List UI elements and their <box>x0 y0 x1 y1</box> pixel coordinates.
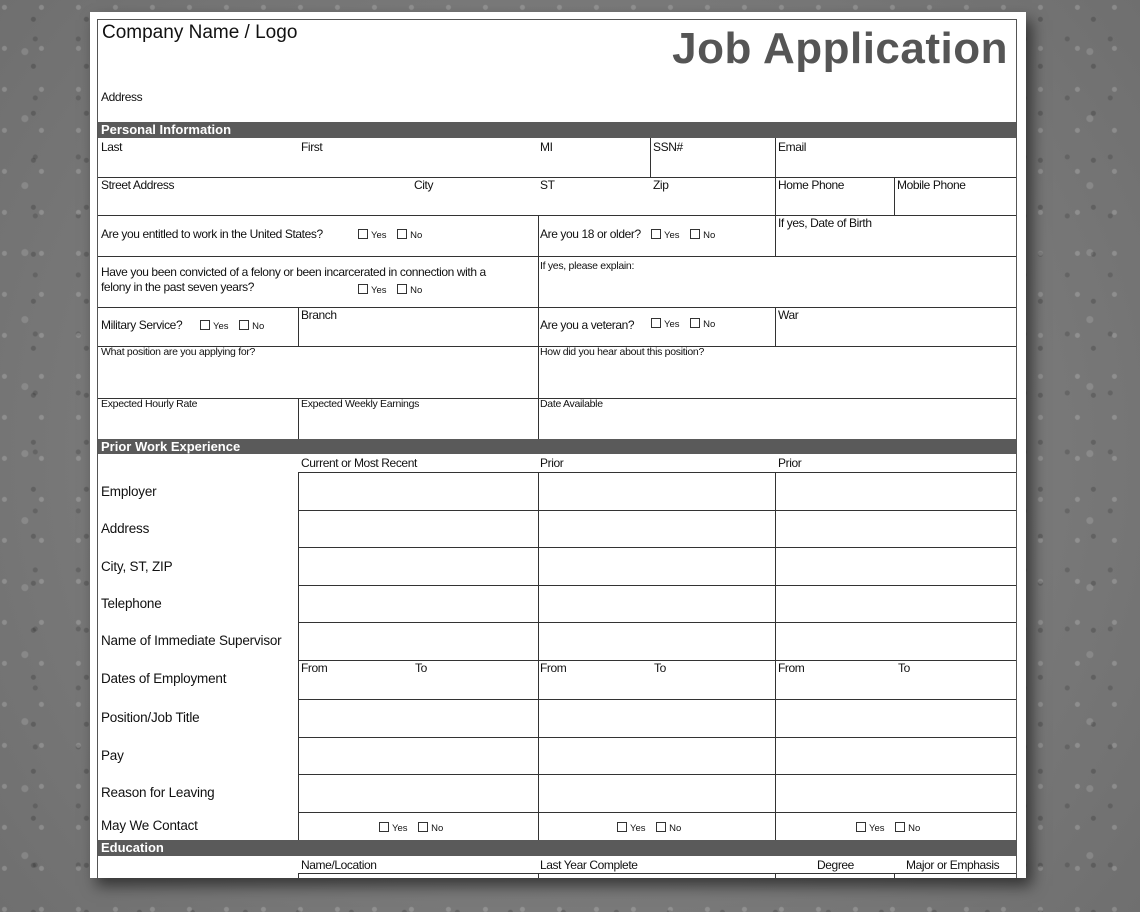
military-branch-field[interactable] <box>299 321 538 346</box>
contact-yes[interactable]: Yes <box>856 823 885 834</box>
work-eligibility-yes[interactable]: Yes <box>358 230 387 241</box>
checkbox-icon[interactable] <box>200 320 210 330</box>
education-degree-label: Degree <box>817 858 854 872</box>
contact-options-prior-1 <box>617 822 689 834</box>
military-branch-label: Branch <box>301 308 337 322</box>
checkbox-icon[interactable] <box>651 318 661 328</box>
checkbox-icon[interactable] <box>358 284 368 294</box>
work-eligibility-options <box>358 229 430 241</box>
city-label: City <box>414 178 434 192</box>
position-applying-label: What position are you applying for? <box>101 346 256 358</box>
street-address-field[interactable] <box>98 177 775 215</box>
work-row-address: Address <box>101 521 150 536</box>
felony-question-line2: felony in the past seven years? <box>101 280 255 294</box>
ssn-field[interactable] <box>651 138 775 177</box>
first-name-label: First <box>301 140 323 154</box>
checkbox-icon[interactable] <box>895 822 905 832</box>
contact-no[interactable]: No <box>895 823 920 834</box>
work-eligibility-no[interactable]: No <box>397 230 422 241</box>
work-column-prior-1: Prior <box>540 456 564 470</box>
military-options <box>200 320 272 332</box>
checkbox-icon[interactable] <box>358 229 368 239</box>
date-available-field[interactable] <box>539 412 1016 439</box>
war-label: War <box>778 308 799 322</box>
age-options <box>651 229 723 241</box>
checkbox-icon[interactable] <box>617 822 627 832</box>
mobile-phone-label: Mobile Phone <box>897 178 966 192</box>
application-sheet <box>90 12 1026 878</box>
checkbox-icon[interactable] <box>690 229 700 239</box>
work-row-pay: Pay <box>101 748 124 763</box>
email-label: Email <box>778 140 807 154</box>
middle-initial-label: MI <box>540 140 553 154</box>
checkbox-icon[interactable] <box>239 320 249 330</box>
page-title: Job Application <box>672 24 1008 73</box>
date-of-birth-label: If yes, Date of Birth <box>778 216 872 230</box>
military-no[interactable]: No <box>239 321 264 332</box>
zip-label: Zip <box>653 178 669 192</box>
felony-no[interactable]: No <box>397 285 422 296</box>
checkbox-icon[interactable] <box>397 284 407 294</box>
dates-from-label: From <box>778 661 805 675</box>
felony-explain-field[interactable] <box>539 272 1016 307</box>
work-row-employer: Employer <box>101 484 157 499</box>
work-row-reason: Reason for Leaving <box>101 785 215 800</box>
work-row-position: Position/Job Title <box>101 710 200 725</box>
company-name-logo: Company Name / Logo <box>102 22 298 43</box>
military-yes[interactable]: Yes <box>200 321 229 332</box>
checkbox-icon[interactable] <box>651 229 661 239</box>
how-heard-field[interactable] <box>539 360 1016 398</box>
checkbox-icon[interactable] <box>690 318 700 328</box>
home-phone-label: Home Phone <box>778 178 845 192</box>
expected-weekly-earnings-label: Expected Weekly Earnings <box>301 398 420 410</box>
age-question: Are you 18 or older? <box>540 227 641 241</box>
last-name-label: Last <box>101 140 123 154</box>
checkbox-icon[interactable] <box>379 822 389 832</box>
contact-no[interactable]: No <box>418 823 443 834</box>
checkbox-icon[interactable] <box>856 822 866 832</box>
work-row-supervisor: Name of Immediate Supervisor <box>101 633 282 648</box>
date-of-birth-field[interactable] <box>776 230 1016 256</box>
contact-no[interactable]: No <box>656 823 681 834</box>
dates-from-label: From <box>301 661 328 675</box>
felony-explain-label: If yes, please explain: <box>540 260 635 272</box>
position-applying-field[interactable] <box>98 360 538 398</box>
veteran-options <box>651 318 723 330</box>
how-heard-label: How did you hear about this position? <box>540 346 705 358</box>
form-frame <box>97 19 1017 878</box>
age-no[interactable]: No <box>690 230 715 241</box>
expected-hourly-rate-field[interactable] <box>98 412 298 439</box>
education-major-label: Major or Emphasis <box>906 858 1000 872</box>
felony-options <box>358 284 430 296</box>
ssn-label: SSN# <box>653 140 683 154</box>
contact-options-prior-2 <box>856 822 928 834</box>
veteran-no[interactable]: No <box>690 319 715 330</box>
dates-to-label: To <box>898 661 910 675</box>
age-yes[interactable]: Yes <box>651 230 680 241</box>
email-field[interactable] <box>776 138 1016 177</box>
checkbox-icon[interactable] <box>656 822 666 832</box>
contact-yes[interactable]: Yes <box>617 823 646 834</box>
dates-to-label: To <box>415 661 427 675</box>
contact-yes[interactable]: Yes <box>379 823 408 834</box>
name-field[interactable] <box>98 138 650 177</box>
war-field[interactable] <box>776 321 1016 346</box>
mobile-phone-field[interactable] <box>895 177 1016 215</box>
work-row-dates: Dates of Employment <box>101 671 227 686</box>
work-column-current: Current or Most Recent <box>301 456 417 470</box>
felony-yes[interactable]: Yes <box>358 285 387 296</box>
work-column-prior-2: Prior <box>778 456 802 470</box>
date-available-label: Date Available <box>540 398 603 410</box>
section-personal-information: Personal Information <box>98 122 1016 138</box>
checkbox-icon[interactable] <box>418 822 428 832</box>
veteran-question: Are you a veteran? <box>540 318 635 332</box>
dates-from-label: From <box>540 661 567 675</box>
veteran-yes[interactable]: Yes <box>651 319 680 330</box>
dates-to-label: To <box>654 661 666 675</box>
military-service-question: Military Service? <box>101 318 183 332</box>
work-row-city: City, ST, ZIP <box>101 559 173 574</box>
expected-hourly-rate-label: Expected Hourly Rate <box>101 398 198 410</box>
checkbox-icon[interactable] <box>397 229 407 239</box>
section-prior-work-experience: Prior Work Experience <box>98 439 1016 454</box>
address-label: Address <box>101 90 143 104</box>
work-row-telephone: Telephone <box>101 596 162 611</box>
home-phone-field[interactable] <box>776 177 894 215</box>
contact-options-current <box>379 822 451 834</box>
work-eligibility-question: Are you entitled to work in the United States? <box>101 227 323 241</box>
state-label: ST <box>540 178 555 192</box>
education-last-year-label: Last Year Complete <box>540 858 638 872</box>
work-row-contact: May We Contact <box>101 818 198 833</box>
felony-question-line1: Have you been convicted of a felony or been incarcerated in connection with a <box>101 265 486 279</box>
expected-weekly-earnings-field[interactable] <box>299 412 538 439</box>
section-education: Education <box>98 840 1016 856</box>
street-address-label: Street Address <box>101 178 175 192</box>
education-name-location-label: Name/Location <box>301 858 377 872</box>
